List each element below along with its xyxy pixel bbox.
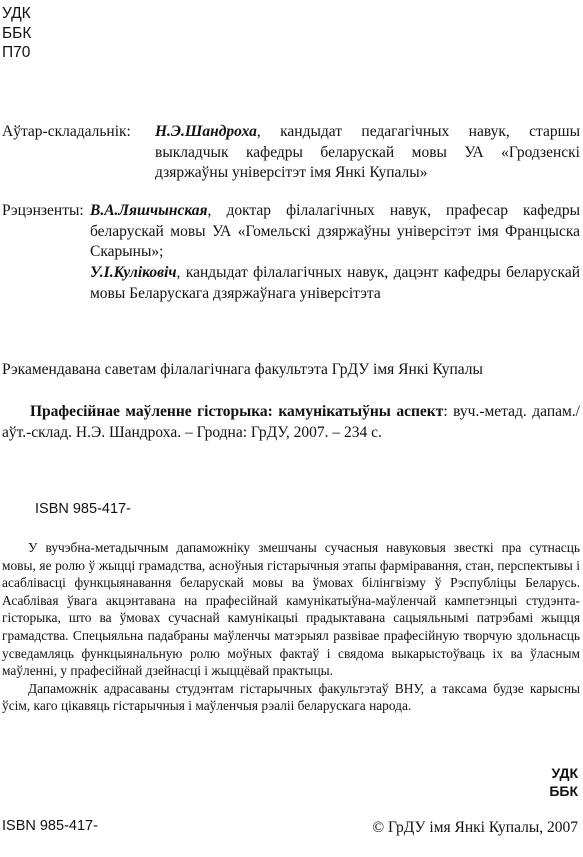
book-title: Прафесійнае маўленне гісторыка: камунікатыўны аспект xyxy=(30,403,444,420)
bibliographic-citation xyxy=(2,402,580,443)
reviewer-entry-2 xyxy=(90,263,580,304)
author-mark: П70 xyxy=(2,44,31,61)
reviewer-name-1: В.А.Ляшчынская xyxy=(90,202,208,219)
isbn-mid: ISBN 985-417- xyxy=(35,501,131,517)
library-codes-right xyxy=(549,764,578,800)
reviewer-entry-1 xyxy=(90,201,580,263)
reviewer-details-2: , кандыдат філалагічных навук, дацэнт кафедры беларускай мовы Беларускага дзяржаўнага універсітэта xyxy=(90,264,580,302)
citation-details: : вуч.-метад. дапам./аўт.-склад. Н.Э. Шандроха. – Гродна: ГрДУ, 2007. – 234 с. xyxy=(2,403,580,441)
compiler-entry xyxy=(155,122,580,184)
reviewers-label: Рэцэнзенты: xyxy=(2,202,84,219)
bbk-code-right: ББК xyxy=(549,783,578,799)
annotation-paragraph-1: У вучэбна-метадычным дапаможніку змешчаны сучасныя навуковыя звесткі пра сутнасць мовы, яе ролю ў жыцці грамадства, асноўныя гістарычныя этапы фарміравання, стан, перспектывы і асаблівасці функцыянавання беларускай мовы ва ўмовах білінгвізму ў Рэспубліцы Беларусь. Асаблівая ўвага акцэнтавана на прафесійнай камунікатыўна-маўленчай кампетэнцыі студэнта-гісторыка, што ва ўмовах сучаснай камунікацыі прадыктавана сацыяльнымі патрэбамі жыцця грамадства. Спецыяльна падабраны маўленчы матэрыял развівае прафесійную творчую здольнасць усведамляць функцыянальную ролю моўных фактаў і свядома выкарыстоўваць іх ва ўласным маўленні, у прафесійнай дзейнасці і жыццёвай практыцы. xyxy=(2,540,580,679)
annotation-paragraph-2: Дапаможнік адрасаваны студэнтам гістарычных факультэтаў ВНУ, а таксама будзе карысны ўсім, каго цікавяць гістарычныя і маўленчыя рэаліі беларускага народа. xyxy=(2,680,580,714)
udk-code: УДК xyxy=(2,5,31,22)
bbk-code: ББК xyxy=(2,24,32,42)
reviewer-details-1: , доктар філалагічных навук, прафесар кафедры беларускай мовы УА «Гомельскі дзяржаўны універсітэт імя Францыска Скарыны»; xyxy=(90,202,580,260)
reviewer-name-2: У.І.Куліковіч xyxy=(90,264,177,281)
copyright-notice: © ГрДУ імя Янкі Купалы, 2007 xyxy=(372,819,578,836)
annotation xyxy=(2,539,580,715)
library-codes xyxy=(2,4,31,63)
isbn-bottom: ISBN 985-417- xyxy=(2,818,98,834)
recommendation-text: Рэкамендавана саветам філалагічнага факультэта ГрДУ імя Янкі Купалы xyxy=(2,361,483,378)
compiler-details: , кандыдат педагагічных навук, старшы выкладчык кафедры беларускай мовы УА «Гродзенскі дзяржаўны універсітэт імя Янкі Купалы» xyxy=(155,123,580,181)
compiler-label: Аўтар-складальнік: xyxy=(2,123,131,140)
compiler-name: Н.Э.Шандроха xyxy=(155,123,257,140)
udk-code-right: УДК xyxy=(551,765,578,781)
